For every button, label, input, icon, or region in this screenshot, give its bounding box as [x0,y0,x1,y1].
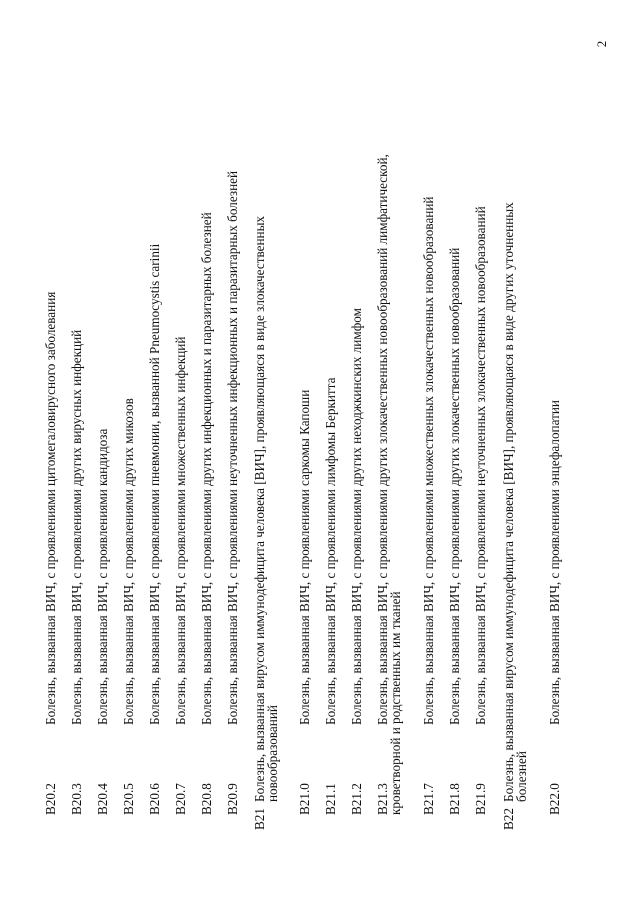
description: Болезнь, вызванная ВИЧ, с проявлениями других неходжкинских лимфом [349,308,364,725]
description: Болезнь, вызванная ВИЧ, с проявлениями множественных инфекций [173,336,188,725]
code: B20.4 [95,783,110,815]
code: B21.7 [421,783,436,815]
code: B20.7 [173,783,188,815]
description: Болезнь, вызванная ВИЧ, с проявлениями цитомегаловирусного заболевания [43,291,58,725]
description: Болезнь, вызванная ВИЧ, с проявлениями неуточненных злокачественных новообразований [473,206,488,725]
code: B21 [252,808,267,830]
description: Болезнь, вызванная ВИЧ, с проявлениями лимфомы Беркитта [323,377,338,725]
code: B20.6 [147,783,162,815]
description-line: кроветворной и родственных им тканей [388,591,403,815]
page-number: 2 [594,40,609,48]
description: Болезнь, вызванная ВИЧ, с проявлениями других инфекционных и паразитарных болезней [199,212,214,725]
description-line: новообразований [265,705,280,802]
code: B20.9 [225,783,240,815]
description: Болезнь, вызванная ВИЧ, с проявлениями энцефалопатии [547,400,562,725]
description: Болезнь, вызванная ВИЧ, с проявлениями неуточненных инфекционных и паразитарных болезней [225,170,240,725]
code: B21.1 [323,783,338,815]
description: Болезнь, вызванная ВИЧ, с проявлениями пневмонии, вызванной Pneumocystis carinii [147,243,162,725]
description: Болезнь, вызванная ВИЧ, с проявлениями кандидоза [95,428,110,725]
code: B21.3 [375,783,390,815]
code: B21.2 [349,783,364,815]
code: B21.9 [473,783,488,815]
code: B20.2 [43,783,58,815]
description: Болезнь, вызванная ВИЧ, с проявлениями других микозов [121,398,136,725]
code: B20.8 [199,783,214,815]
code: B22.0 [547,783,562,815]
description-line: Болезнь, вызванная вирусом иммунодефицита человека [ВИЧ], проявляющаяся в виде злокачественных [252,215,267,802]
code: B21.8 [447,783,462,815]
description: Болезнь, вызванная ВИЧ, с проявлениями множественных злокачественных новообразований [421,196,436,725]
code: B20.5 [121,783,136,815]
code: B20.3 [69,783,84,815]
description-line: Болезнь, вызванная вирусом иммунодефицита человека [ВИЧ], проявляющаяся в виде других уточненных [501,202,516,802]
code: B22 [501,808,516,830]
description-line: Болезнь, вызванная ВИЧ, с проявлениями других злокачественных новообразований лимфатической, [375,154,390,725]
code: B21.0 [297,783,312,815]
description: Болезнь, вызванная ВИЧ, с проявлениями других злокачественных новообразований [447,247,462,725]
description: Болезнь, вызванная ВИЧ, с проявлениями саркомы Капоши [297,389,312,725]
description: Болезнь, вызванная ВИЧ, с проявлениями других вирусных инфекций [69,329,84,725]
description-line: болезней [514,751,529,802]
